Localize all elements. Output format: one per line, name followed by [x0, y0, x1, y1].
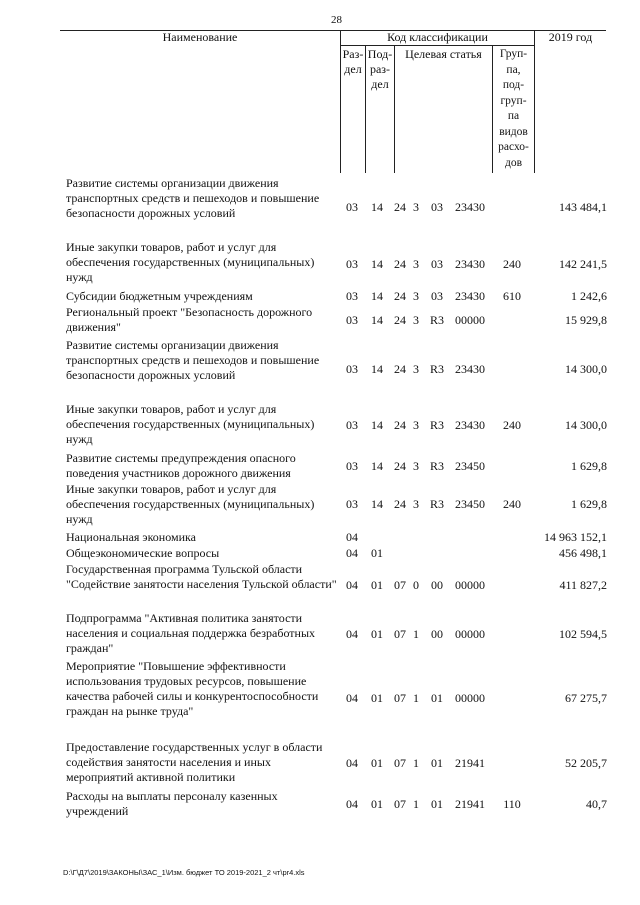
row-podrazdel: 14 [371, 289, 383, 303]
header-celevaya: Целевая статья [405, 47, 482, 61]
row-amount: 456 498,1 [559, 546, 607, 560]
row-target-direction: 23430 [455, 362, 485, 376]
row-expense-group: 110 [503, 797, 521, 811]
row-expense-group: 240 [503, 418, 521, 432]
row-target-event: R3 [429, 362, 444, 376]
row-target-event: 00 [431, 627, 443, 641]
row-amount: 411 827,2 [559, 578, 607, 592]
row-target-program: 07 [394, 578, 406, 592]
row-target-subprogram: 3 [413, 313, 419, 327]
header-year: 2019 год [548, 30, 593, 44]
row-razdel: 03 [346, 257, 358, 271]
row-amount: 14 963 152,1 [544, 530, 607, 544]
row-target-event: R3 [429, 459, 444, 473]
row-razdel: 04 [346, 530, 358, 544]
row-target-subprogram: 3 [413, 418, 419, 432]
row-podrazdel: 14 [371, 200, 383, 214]
row-razdel: 04 [346, 797, 358, 811]
row-amount: 102 594,5 [559, 627, 607, 641]
header-razdel: Раз- дел [342, 47, 364, 76]
row-target-program: 24 [394, 313, 406, 327]
row-name: Расходы на выплаты персоналу казенных учреждений [66, 789, 278, 818]
row-amount: 143 484,1 [559, 200, 607, 214]
row-razdel: 03 [346, 362, 358, 376]
row-podrazdel: 14 [371, 418, 383, 432]
row-razdel: 03 [346, 200, 358, 214]
row-razdel: 03 [346, 289, 358, 303]
row-amount: 142 241,5 [559, 257, 607, 271]
row-target-event: R3 [429, 313, 444, 327]
row-target-program: 24 [394, 362, 406, 376]
row-target-program: 07 [394, 691, 406, 705]
row-target-direction: 00000 [455, 627, 485, 641]
header-name: Наименование [162, 30, 238, 44]
row-target-event: R3 [429, 418, 444, 432]
row-name: Развитие системы предупреждения опасного поведения участников дорожного движения [66, 451, 296, 480]
row-target-subprogram: 1 [413, 797, 419, 811]
row-target-event: 03 [431, 289, 443, 303]
row-expense-group: 610 [503, 289, 521, 303]
row-target-direction: 00000 [455, 313, 485, 327]
row-amount: 1 629,8 [571, 459, 607, 473]
row-podrazdel: 14 [371, 257, 383, 271]
row-target-subprogram: 1 [413, 627, 419, 641]
row-target-subprogram: 3 [413, 289, 419, 303]
row-razdel: 04 [346, 578, 358, 592]
row-razdel: 03 [346, 459, 358, 473]
row-target-direction: 23430 [455, 289, 485, 303]
row-razdel: 04 [346, 627, 358, 641]
row-target-program: 24 [394, 200, 406, 214]
row-target-event: 03 [431, 200, 443, 214]
row-name: Иные закупки товаров, работ и услуг для обеспечения государственных (муниципальных) нужд [66, 482, 315, 526]
row-razdel: 04 [346, 756, 358, 770]
row-podrazdel: 01 [371, 578, 383, 592]
row-name: Государственная программа Тульской области "Содействие занятости населения Тульской области" [66, 562, 337, 591]
row-podrazdel: 01 [371, 691, 383, 705]
row-podrazdel: 14 [371, 313, 383, 327]
row-target-program: 07 [394, 627, 406, 641]
row-target-direction: 21941 [455, 797, 485, 811]
row-name: Мероприятие "Повышение эффективности использования трудовых ресурсов, повышение качества рабочей силы и конкурентоспособности граждан на рынке труда" [66, 659, 319, 718]
row-amount: 15 929,8 [565, 313, 607, 327]
row-name: Подпрограмма "Активная политика занятости населения и социальная поддержка безработных граждан" [66, 611, 316, 655]
row-target-subprogram: 3 [413, 257, 419, 271]
row-target-program: 24 [394, 497, 406, 511]
row-razdel: 04 [346, 546, 358, 560]
row-amount: 1 629,8 [571, 497, 607, 511]
row-amount: 1 242,6 [571, 289, 607, 303]
row-name: Региональный проект "Безопасность дорожного движения" [66, 305, 313, 334]
row-amount: 67 275,7 [565, 691, 607, 705]
row-amount: 14 300,0 [565, 362, 607, 376]
row-target-subprogram: 3 [413, 200, 419, 214]
row-amount: 52 205,7 [565, 756, 607, 770]
row-amount: 14 300,0 [565, 418, 607, 432]
row-razdel: 03 [346, 313, 358, 327]
row-target-subprogram: 3 [413, 459, 419, 473]
row-name: Развитие системы организации движения транспортных средств и пешеходов и повышение безопасности дорожных условий [66, 176, 320, 220]
row-target-direction: 23430 [455, 200, 485, 214]
header-gruppa: Груп- па, под- груп- па видов расхо- дов [498, 48, 529, 169]
row-expense-group: 240 [503, 257, 521, 271]
row-podrazdel: 14 [371, 497, 383, 511]
row-target-program: 24 [394, 459, 406, 473]
row-podrazdel: 14 [371, 459, 383, 473]
row-target-direction: 23450 [455, 459, 485, 473]
row-target-direction: 00000 [455, 578, 485, 592]
row-target-event: 01 [431, 797, 443, 811]
row-target-direction: 21941 [455, 756, 485, 770]
row-target-direction: 23430 [455, 418, 485, 432]
row-podrazdel: 01 [371, 756, 383, 770]
row-target-subprogram: 3 [413, 497, 419, 511]
row-target-program: 24 [394, 257, 406, 271]
row-razdel: 03 [346, 418, 358, 432]
row-target-event: R3 [429, 497, 444, 511]
row-target-direction: 00000 [455, 691, 485, 705]
row-amount: 40,7 [586, 797, 607, 811]
row-target-program: 07 [394, 756, 406, 770]
row-name: Национальная экономика [66, 530, 196, 544]
row-razdel: 03 [346, 497, 358, 511]
row-podrazdel: 01 [371, 546, 383, 560]
row-podrazdel: 14 [371, 362, 383, 376]
file-path-footer: D:\Г\Д7\2019\ЗАКОНЫ\ЗАС_1\Изм. бюджет ТО 2019-2021_2 чт\pr4.xls [63, 868, 305, 877]
row-name: Предоставление государственных услуг в области содействия занятости населения и иных мероприятий активной политики [66, 740, 323, 784]
row-target-subprogram: 1 [413, 756, 419, 770]
page-number: 28 [331, 14, 342, 26]
row-target-program: 24 [394, 289, 406, 303]
row-target-program: 24 [394, 418, 406, 432]
row-expense-group: 240 [503, 497, 521, 511]
row-target-direction: 23430 [455, 257, 485, 271]
table-header [60, 30, 606, 173]
row-razdel: 04 [346, 691, 358, 705]
row-podrazdel: 01 [371, 797, 383, 811]
row-target-event: 01 [431, 756, 443, 770]
row-podrazdel: 01 [371, 627, 383, 641]
row-target-subprogram: 0 [413, 578, 419, 592]
row-name: Общеэкономические вопросы [66, 546, 220, 560]
row-target-direction: 23450 [455, 497, 485, 511]
row-target-subprogram: 3 [413, 362, 419, 376]
row-target-event: 01 [431, 691, 443, 705]
header-code: Код классификации [387, 30, 488, 44]
row-name: Субсидии бюджетным учреждениям [66, 289, 253, 303]
row-target-program: 07 [394, 797, 406, 811]
row-name: Развитие системы организации движения транспортных средств и пешеходов и повышение безопасности дорожных условий [66, 338, 320, 382]
row-target-event: 00 [431, 578, 443, 592]
row-target-event: 03 [431, 257, 443, 271]
row-name: Иные закупки товаров, работ и услуг для обеспечения государственных (муниципальных) нужд [66, 402, 315, 446]
header-podrazdel: Под- раз- дел [367, 47, 393, 91]
row-target-subprogram: 1 [413, 691, 419, 705]
row-name: Иные закупки товаров, работ и услуг для обеспечения государственных (муниципальных) нужд [66, 240, 315, 284]
